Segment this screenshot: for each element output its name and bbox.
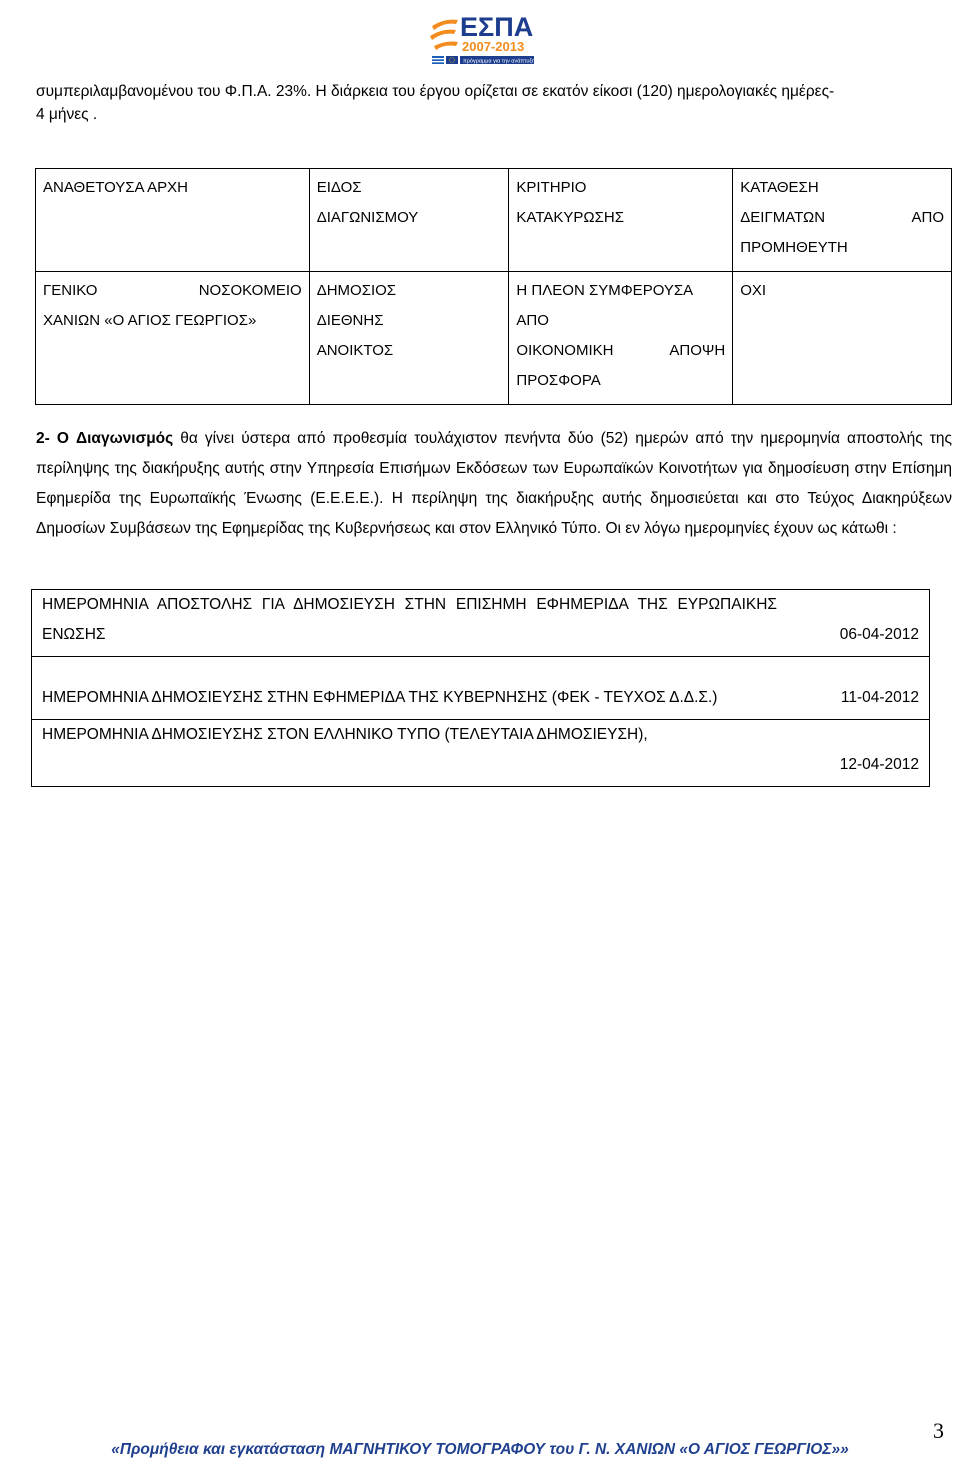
header-samples-line-2b: ΑΠΟ (911, 209, 944, 226)
header-samples-line-1: ΚΑΤΑΘΕΣΗ (740, 179, 819, 196)
header-authority (36, 169, 310, 272)
dates-cell (32, 657, 930, 720)
dates-row (32, 657, 930, 720)
cell-type-line-3: ΑΝΟΙΚΤΟΣ (316, 342, 394, 359)
dates-row (32, 590, 930, 657)
dates-line (42, 590, 919, 650)
cell-criterion-line-4: ΠΡΟΣΦΟΡΑ (516, 372, 601, 389)
cell-criterion-line-1: Η ΠΛΕΟΝ ΣΥΜΦΕΡΟΥΣΑ (516, 282, 694, 299)
cell-authority-line-1a: ΓΕΝΙΚΟ (43, 282, 98, 299)
paragraph-number: 2- Ο (36, 430, 69, 447)
header-samples-line-2 (740, 203, 944, 233)
dates-cell (32, 720, 930, 787)
header-type (309, 169, 509, 272)
procurement-header-row (36, 169, 952, 272)
procurement-data-row (36, 272, 952, 405)
header-type-line-1: ΕΙΔΟΣ (316, 179, 362, 196)
cell-authority-line-1b: ΝΟΣΟΚΟΜΕΙΟ (198, 282, 302, 299)
cell-criterion (509, 272, 733, 405)
dates-cell (32, 590, 930, 657)
header-authority-text: ΑΝΑΘΕΤΟΥΣΑ ΑΡΧΗ (43, 179, 188, 196)
dates-label: ΗΜΕΡΟΜΗΝΙΑ ΑΠΟΣΤΟΛΗΣ ΓΙΑ ΔΗΜΟΣΙΕΥΣΗ ΣΤΗΝ ΕΠΙΣΗΜΗ ΕΦΗΜΕΡΙΔΑ ΤΗΣ ΕΥΡΩΠΑΙΚΗΣ ΕΝΩΣΗΣ (42, 596, 777, 643)
cell-criterion-line-3a: ΟΙΚΟΝΟΜΙΚΗ (516, 342, 614, 359)
page-number: 3 (933, 1418, 944, 1443)
page-footer: «Προμήθεια και εγκατάσταση ΜΑΓΝΗΤΙΚΟΥ ΤΟΜΟΓΡΑΦΟΥ του Γ. Ν. ΧΑΝΙΩΝ «Ο ΑΓΙΟΣ ΓΕΩΡΓΙΟΣ»» (111, 1441, 849, 1458)
cell-authority-line-1 (43, 276, 302, 306)
dates-value: 12-04-2012 (839, 756, 919, 773)
intro-text (36, 80, 936, 126)
header-type-line-2: ΔΙΑΓΩΝΙΣΜΟΥ (316, 209, 419, 226)
logo-years: 2007-2013 (462, 39, 525, 54)
paragraph-bold-term: Διαγωνισμός (75, 430, 174, 447)
logo-brand: ΕΣΠΑ (460, 12, 534, 42)
dates-label: ΗΜΕΡΟΜΗΝΙΑ ΔΗΜΟΣΙΕΥΣΗΣ ΣΤΟΝ ΕΛΛΗΝΙΚΟ ΤΥΠΟ (ΤΕΛΕΥΤΑΙΑ ΔΗΜΟΣΙΕΥΣΗ), (42, 726, 648, 743)
cell-samples-value: ΟΧΙ (740, 282, 767, 299)
cell-authority (36, 272, 310, 405)
dates-value: 06-04-2012 (839, 626, 919, 643)
cell-criterion-line-3b: ΑΠΟΨΗ (669, 342, 726, 359)
espa-logo-graphic (428, 6, 538, 70)
cell-authority-line-2: ΧΑΝΙΩΝ «Ο ΑΓΙΟΣ ΓΕΩΡΓΙΟΣ» (43, 312, 257, 329)
dates-label: ΗΜΕΡΟΜΗΝΙΑ ΔΗΜΟΣΙΕΥΣΗΣ ΣΤΗΝ ΕΦΗΜΕΡΙΔΑ ΤΗΣ ΚΥΒΕΡΝΗΣΗΣ (ΦΕΚ - ΤΕΥΧΟΣ Δ.Δ.Σ.) (42, 689, 718, 706)
logo-tagline: πρόγραμμα για την ανάπτυξη (463, 58, 535, 65)
cell-criterion-line-3 (516, 336, 725, 366)
paragraph-2 (36, 424, 952, 544)
dates-table (31, 589, 930, 787)
header-criterion (509, 169, 733, 272)
cell-type (309, 272, 509, 405)
header-samples (733, 169, 952, 272)
procurement-table (35, 168, 952, 405)
cell-criterion-line-2: ΑΠΟ (516, 312, 549, 329)
dates-value: 11-04-2012 (840, 689, 919, 706)
header-criterion-line-2: ΚΑΤΑΚΥΡΩΣΗΣ (516, 209, 624, 226)
header-samples-line-3: ΠΡΟΜΗΘΕΥΤΗ (740, 239, 848, 256)
intro-line-2: 4 μήνες . (36, 106, 98, 123)
dates-row (32, 720, 930, 787)
dates-line (42, 683, 919, 713)
cell-samples (733, 272, 952, 405)
cell-type-line-2: ΔΙΕΘΝΗΣ (316, 312, 384, 329)
paragraph-text: θα γίνει ύστερα από προθεσμία τουλάχιστον πενήντα δύο (52) ημερών από την ημερομηνία αποστολής της περίληψης της διακήρυξης αυτής στην Υπηρεσία Επισήμων Εκδόσεων των Ευρωπαϊκών Κοινοτήτων για δημοσίευση στην Επίσημη Εφημερίδα της Ευρωπαϊκής Ένωσης (Ε.Ε.Ε.Ε.). Η περίληψη της διακήρυξης αυτής δημοσιεύεται και στο Τεύχος Διακηρύξεων Δημοσίων Συμβάσεων της Εφημερίδας της Κυβερνήσεως και στον Ελληνικό Τύπο. Οι εν λόγω ημερομηνίες έχουν ως κάτωθι : (36, 430, 952, 537)
header-criterion-line-1: ΚΡΙΤΗΡΙΟ (516, 179, 587, 196)
intro-line-1: συμπεριλαμβανομένου του Φ.Π.Α. 23%. Η διάρκεια του έργου ορίζεται σε εκατόν είκοσι (120) ημερολογιακές ημέρες- (36, 83, 835, 100)
espa-logo (428, 6, 538, 70)
header-samples-line-2a: ΔΕΙΓΜΑΤΩΝ (740, 209, 826, 226)
dates-line (42, 720, 919, 780)
cell-type-line-1: ΔΗΜΟΣΙΟΣ (316, 282, 397, 299)
